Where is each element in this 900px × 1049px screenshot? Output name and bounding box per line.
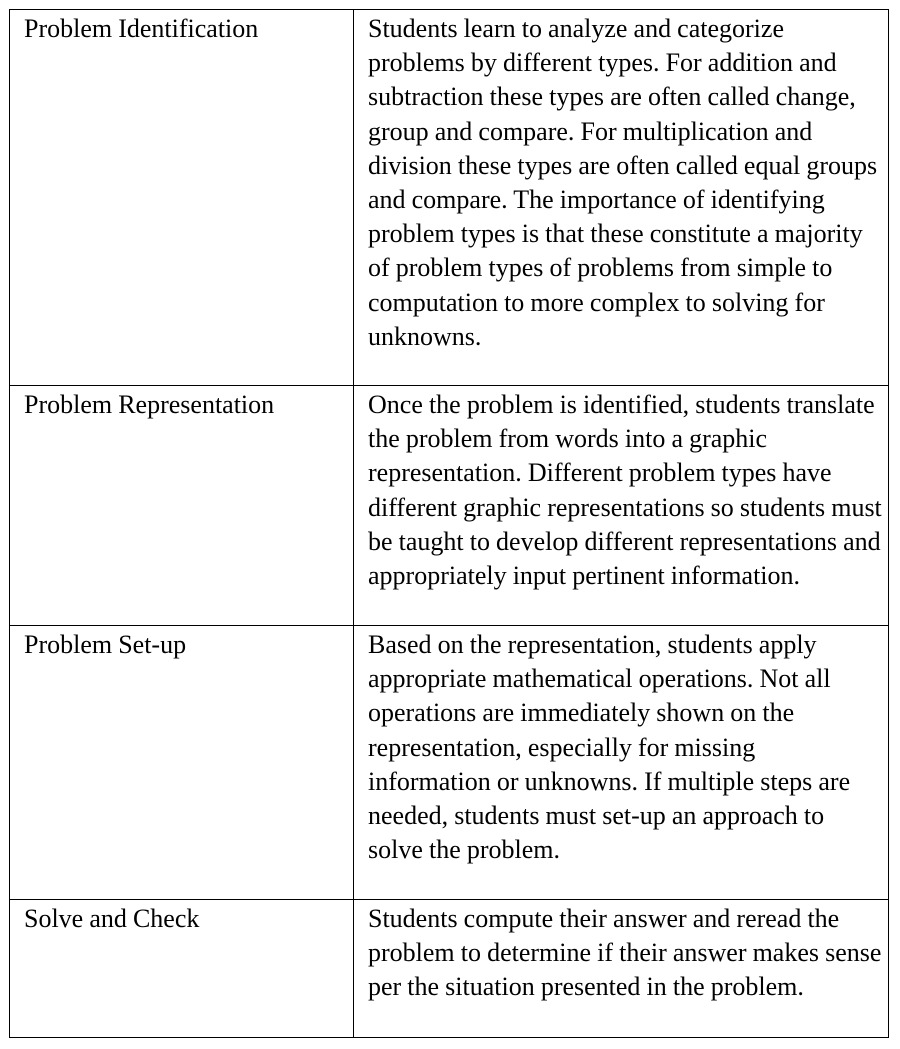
table-row [10,626,889,900]
step-description-cell: Students learn to analyze and categorize problems by different types. For addition and subtraction these types are often called change, group and compare. For multiplication and division these types are often called equal groups and compare. The importance of identifying problem types is that these constitute a majority of problem types of problems from simple to computation to more complex to solving for unknowns. [354,10,889,386]
table-row [10,900,889,1038]
table-row [10,386,889,626]
step-description-cell: Once the problem is identified, students translate the problem from words into a graphic representation. Different problem types have different graphic representations so students must be taught to develop different representations and appropriately input pertinent information. [354,386,889,626]
step-name-cell: Solve and Check [10,900,354,1038]
step-name-cell: Problem Representation [10,386,354,626]
problem-solving-steps-table [9,9,889,1038]
step-description-cell: Students compute their answer and reread the problem to determine if their answer makes sense per the situation presented in the problem. [354,900,889,1038]
step-name-cell: Problem Set-up [10,626,354,900]
step-name-cell: Problem Identification [10,10,354,386]
table-row [10,10,889,386]
table-body [10,10,889,1038]
step-description-cell: Based on the representation, students apply appropriate mathematical operations. Not all operations are immediately shown on the representation, especially for missing information or unknowns. If multiple steps are needed, students must set-up an approach to solve the problem. [354,626,889,900]
